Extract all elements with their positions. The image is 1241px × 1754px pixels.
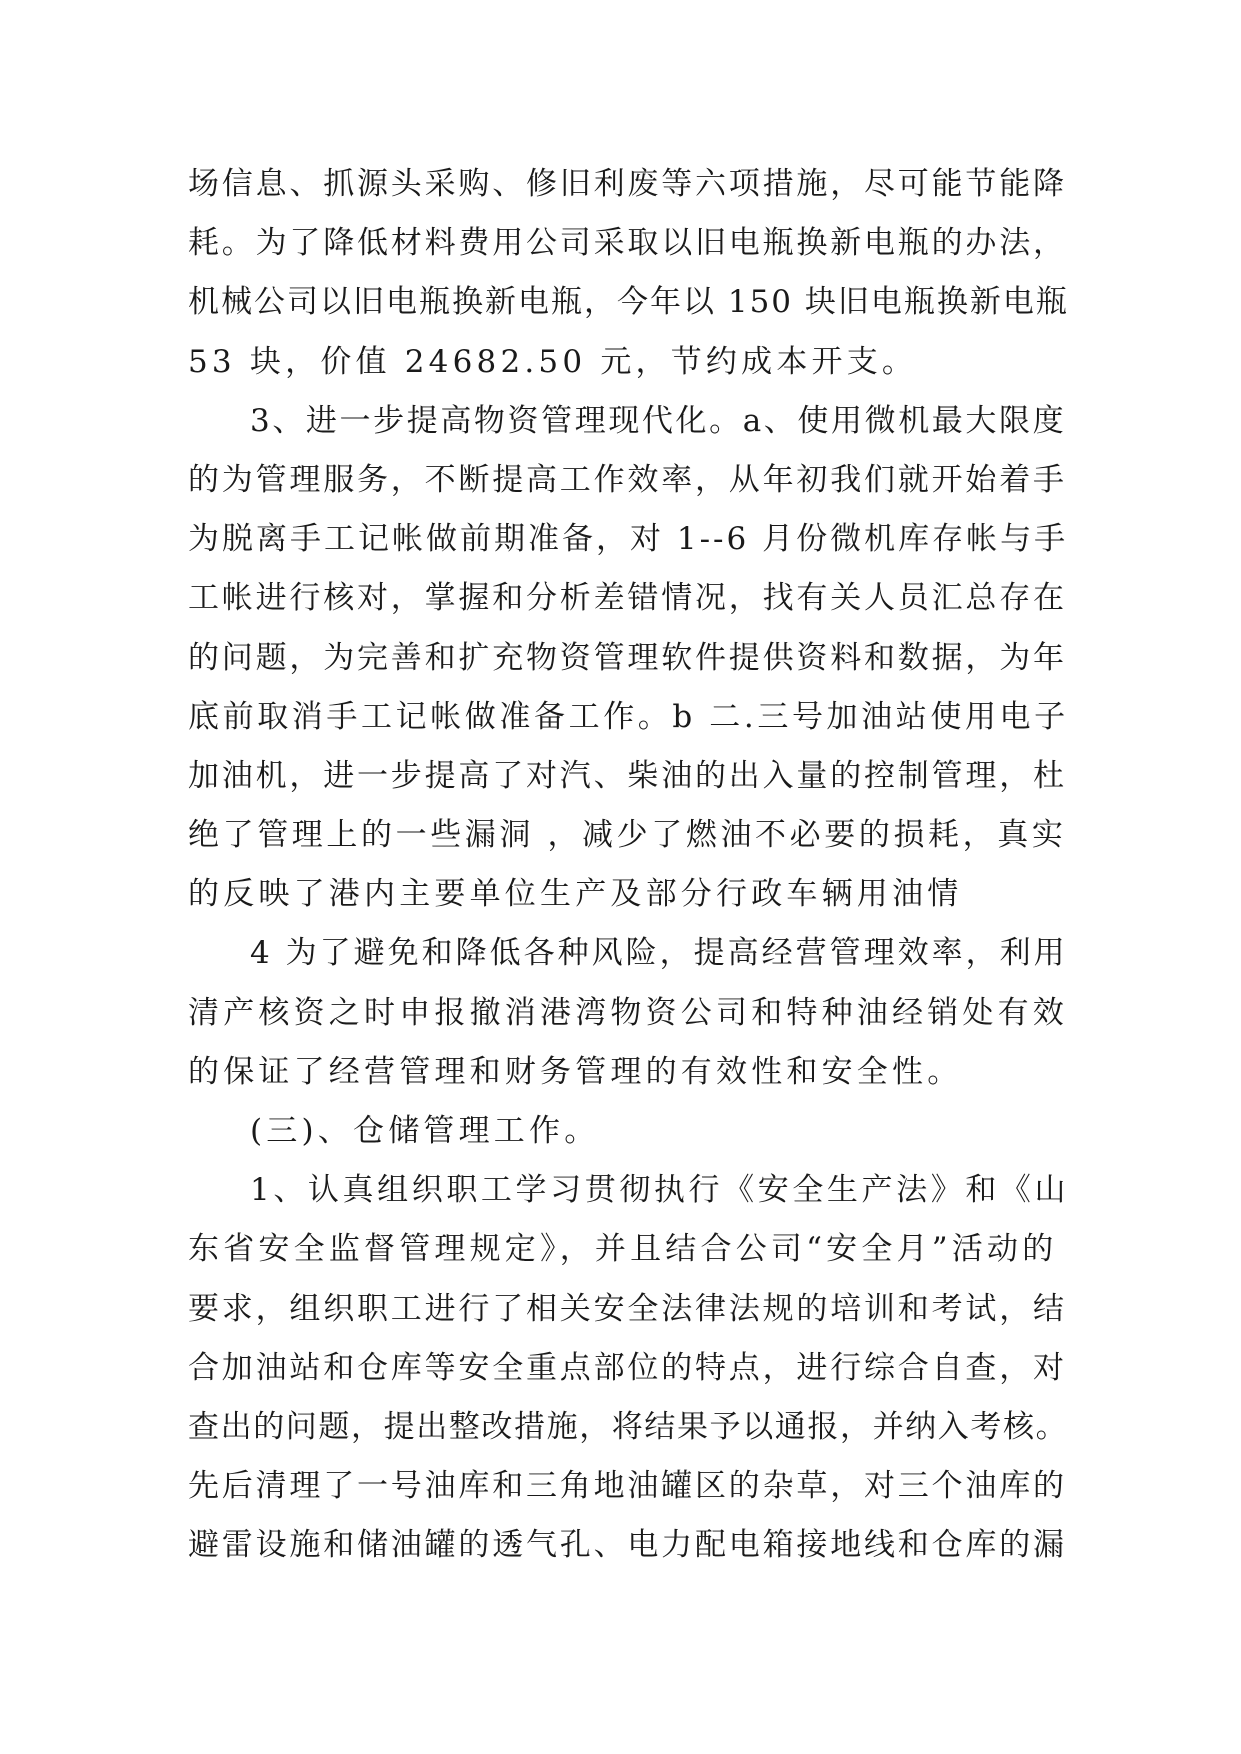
text-line: 加油机，进一步提高了对汽、柴油的出入量的控制管理，杜 (188, 757, 1067, 794)
text-line: 清产核资之时申报撤消港湾物资公司和特种油经销处有效 (188, 994, 1068, 1031)
text-line: 的保证了经营管理和财务管理的有效性和安全性。 (188, 1053, 963, 1090)
text-line: 4 为了避免和降低各种风险，提高经营管理效率，利用 (250, 935, 1068, 972)
text-line: 底前取消手工记帐做准备工作。b 二.三号加油站使用电子 (188, 698, 1069, 735)
text-line: 1、认真组织职工学习贯彻执行《安全生产法》和《山 (250, 1172, 1070, 1209)
text-line: 要求，组织职工进行了相关安全法律法规的培训和考试，结 (188, 1290, 1067, 1327)
text-line: 绝了管理上的一些漏洞 ，减少了燃油不必要的损耗，真实 (188, 817, 1067, 854)
text-line: 合加油站和仓库等安全重点部位的特点，进行综合自查，对 (188, 1349, 1067, 1386)
text-line: (三)、仓储管理工作。 (250, 1113, 600, 1149)
text-line: 东省安全监督管理规定》，并且结合公司“安全月”活动的 (188, 1231, 1058, 1268)
text-line: 53 块，价值 24682.50 元，节约成本开支。 (188, 343, 918, 380)
text-line: 的问题，为完善和扩充物资管理软件提供资料和数据，为年 (188, 639, 1067, 676)
text-line: 查出的问题，提出整改措施，将结果予以通报，并纳入考核。 (188, 1408, 1069, 1445)
text-line: 为脱离手工记帐做前期准备，对 1--6 月份微机库存帐与手 (188, 521, 1069, 558)
text-line: 工帐进行核对，掌握和分析差错情况，找有关人员汇总存在 (188, 580, 1067, 617)
document-body (188, 155, 1068, 1576)
text-line: 的反映了港内主要单位生产及部分行政车辆用油情 (188, 876, 963, 913)
text-line: 先后清理了一号油库和三角地油罐区的杂草，对三个油库的 (188, 1468, 1067, 1505)
text-line: 的为管理服务，不断提高工作效率，从年初我们就开始着手 (188, 461, 1067, 498)
text-line: 耗。为了降低材料费用公司采取以旧电瓶换新电瓶的办法， (188, 225, 1067, 262)
text-line: 机械公司以旧电瓶换新电瓶，今年以 150 块旧电瓶换新电瓶 (188, 284, 1069, 321)
text-line: 场信息、抓源头采购、修旧利废等六项措施，尽可能节能降 (188, 166, 1067, 202)
text-line: 3、进一步提高物资管理现代化。a、使用微机最大限度 (250, 402, 1067, 439)
text-line: 避雷设施和储油罐的透气孔、电力配电箱接地线和仓库的漏 (188, 1527, 1067, 1564)
